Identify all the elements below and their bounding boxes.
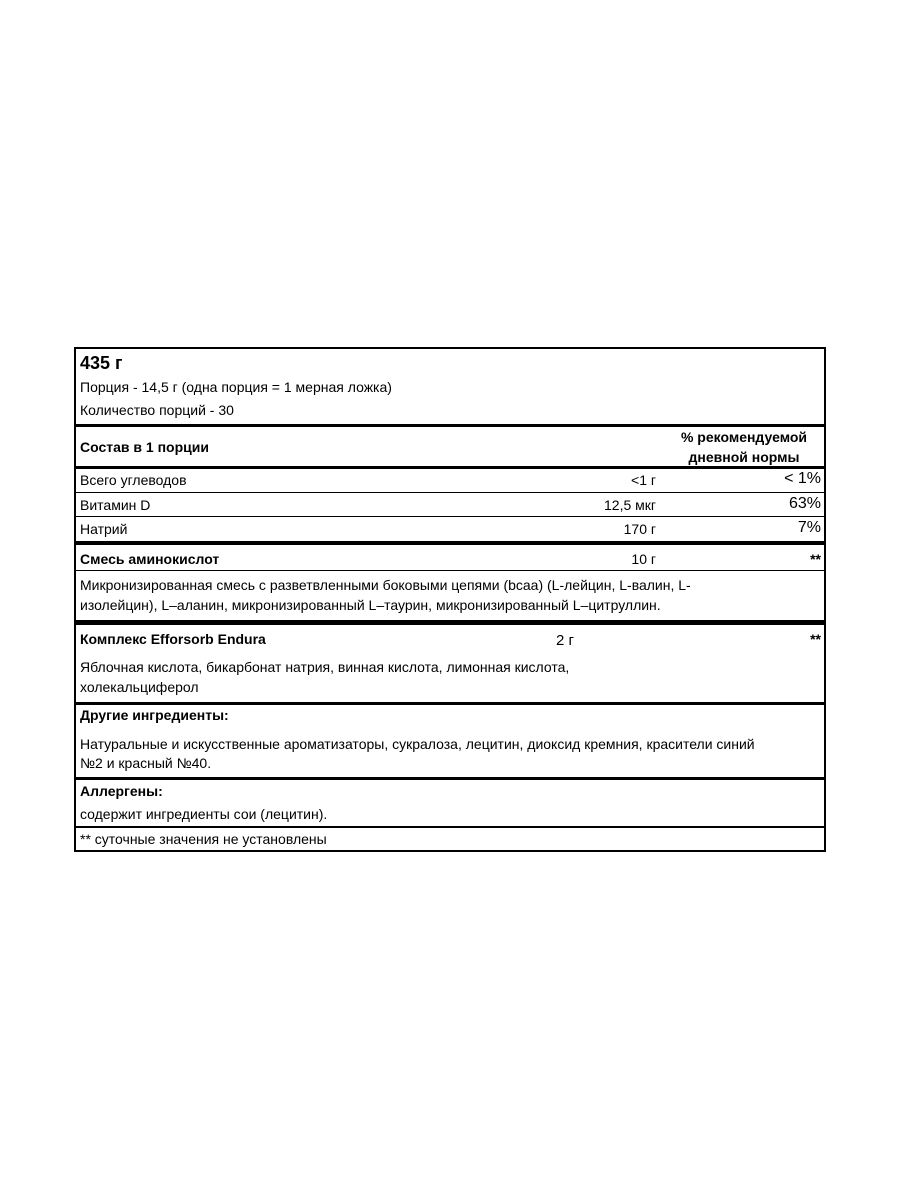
allergens-title: Аллергены: (80, 783, 163, 799)
dv-header-line1: % рекомендуемой (680, 429, 808, 445)
row-name: Всего углеводов (80, 472, 187, 488)
complex-description-line2: холекальциферол (80, 679, 199, 695)
product-weight: 435 г (80, 353, 123, 373)
allergens-description: содержит ингредиенты сои (лецитин). (80, 806, 328, 822)
divider-thick (76, 777, 824, 780)
servings-count: Количество порций - 30 (80, 402, 234, 418)
divider-thick (76, 541, 824, 545)
row-dv: 7% (797, 519, 821, 536)
complex-title: Комплекс Efforsorb Endura (80, 631, 266, 647)
row-amount: <1 г (631, 472, 656, 488)
divider-thick (76, 620, 824, 625)
amino-title: Смесь аминокислот (80, 551, 220, 567)
row-divider (76, 570, 824, 571)
amino-amount: 10 г (631, 551, 656, 567)
divider (76, 826, 824, 828)
composition-title: Состав в 1 порции (80, 439, 209, 455)
other-description-line1: Натуральные и искусственные ароматизаторы, сукралоза, лецитин, диоксид кремния, красители синий (80, 736, 755, 752)
row-dv: < 1% (784, 470, 821, 487)
row-divider (76, 516, 824, 517)
amino-description-line2: изолейцин), L–аланин, микронизированный L–таурин, микронизированный L–цитруллин. (80, 597, 661, 613)
other-description-line2: №2 и красный №40. (80, 755, 212, 771)
row-name: Натрий (80, 521, 128, 537)
dv-header-line2: дневной нормы (688, 449, 800, 465)
amino-dv: ** (810, 551, 821, 567)
complex-description-line1: Яблочная кислота, бикарбонат натрия, винная кислота, лимонная кислота, (80, 659, 570, 675)
row-amount: 170 г (623, 521, 656, 537)
footnote: ** суточные значения не установлены (80, 831, 327, 847)
complex-dv: ** (810, 631, 821, 647)
nutrition-label (74, 347, 826, 852)
other-title: Другие ингредиенты: (80, 707, 229, 723)
amino-description-line1: Микронизированная смесь с разветвленными боковыми цепями (bcaa) (L-лейцин, L-валин, L- (80, 577, 691, 593)
complex-amount: 2 г (556, 632, 574, 649)
row-dv: 63% (788, 495, 821, 512)
row-divider (76, 492, 824, 493)
row-name: Витамин D (80, 497, 151, 513)
row-amount: 12,5 мкг (604, 497, 656, 513)
portion-size: Порция - 14,5 г (одна порция = 1 мерная ложка) (80, 379, 392, 395)
